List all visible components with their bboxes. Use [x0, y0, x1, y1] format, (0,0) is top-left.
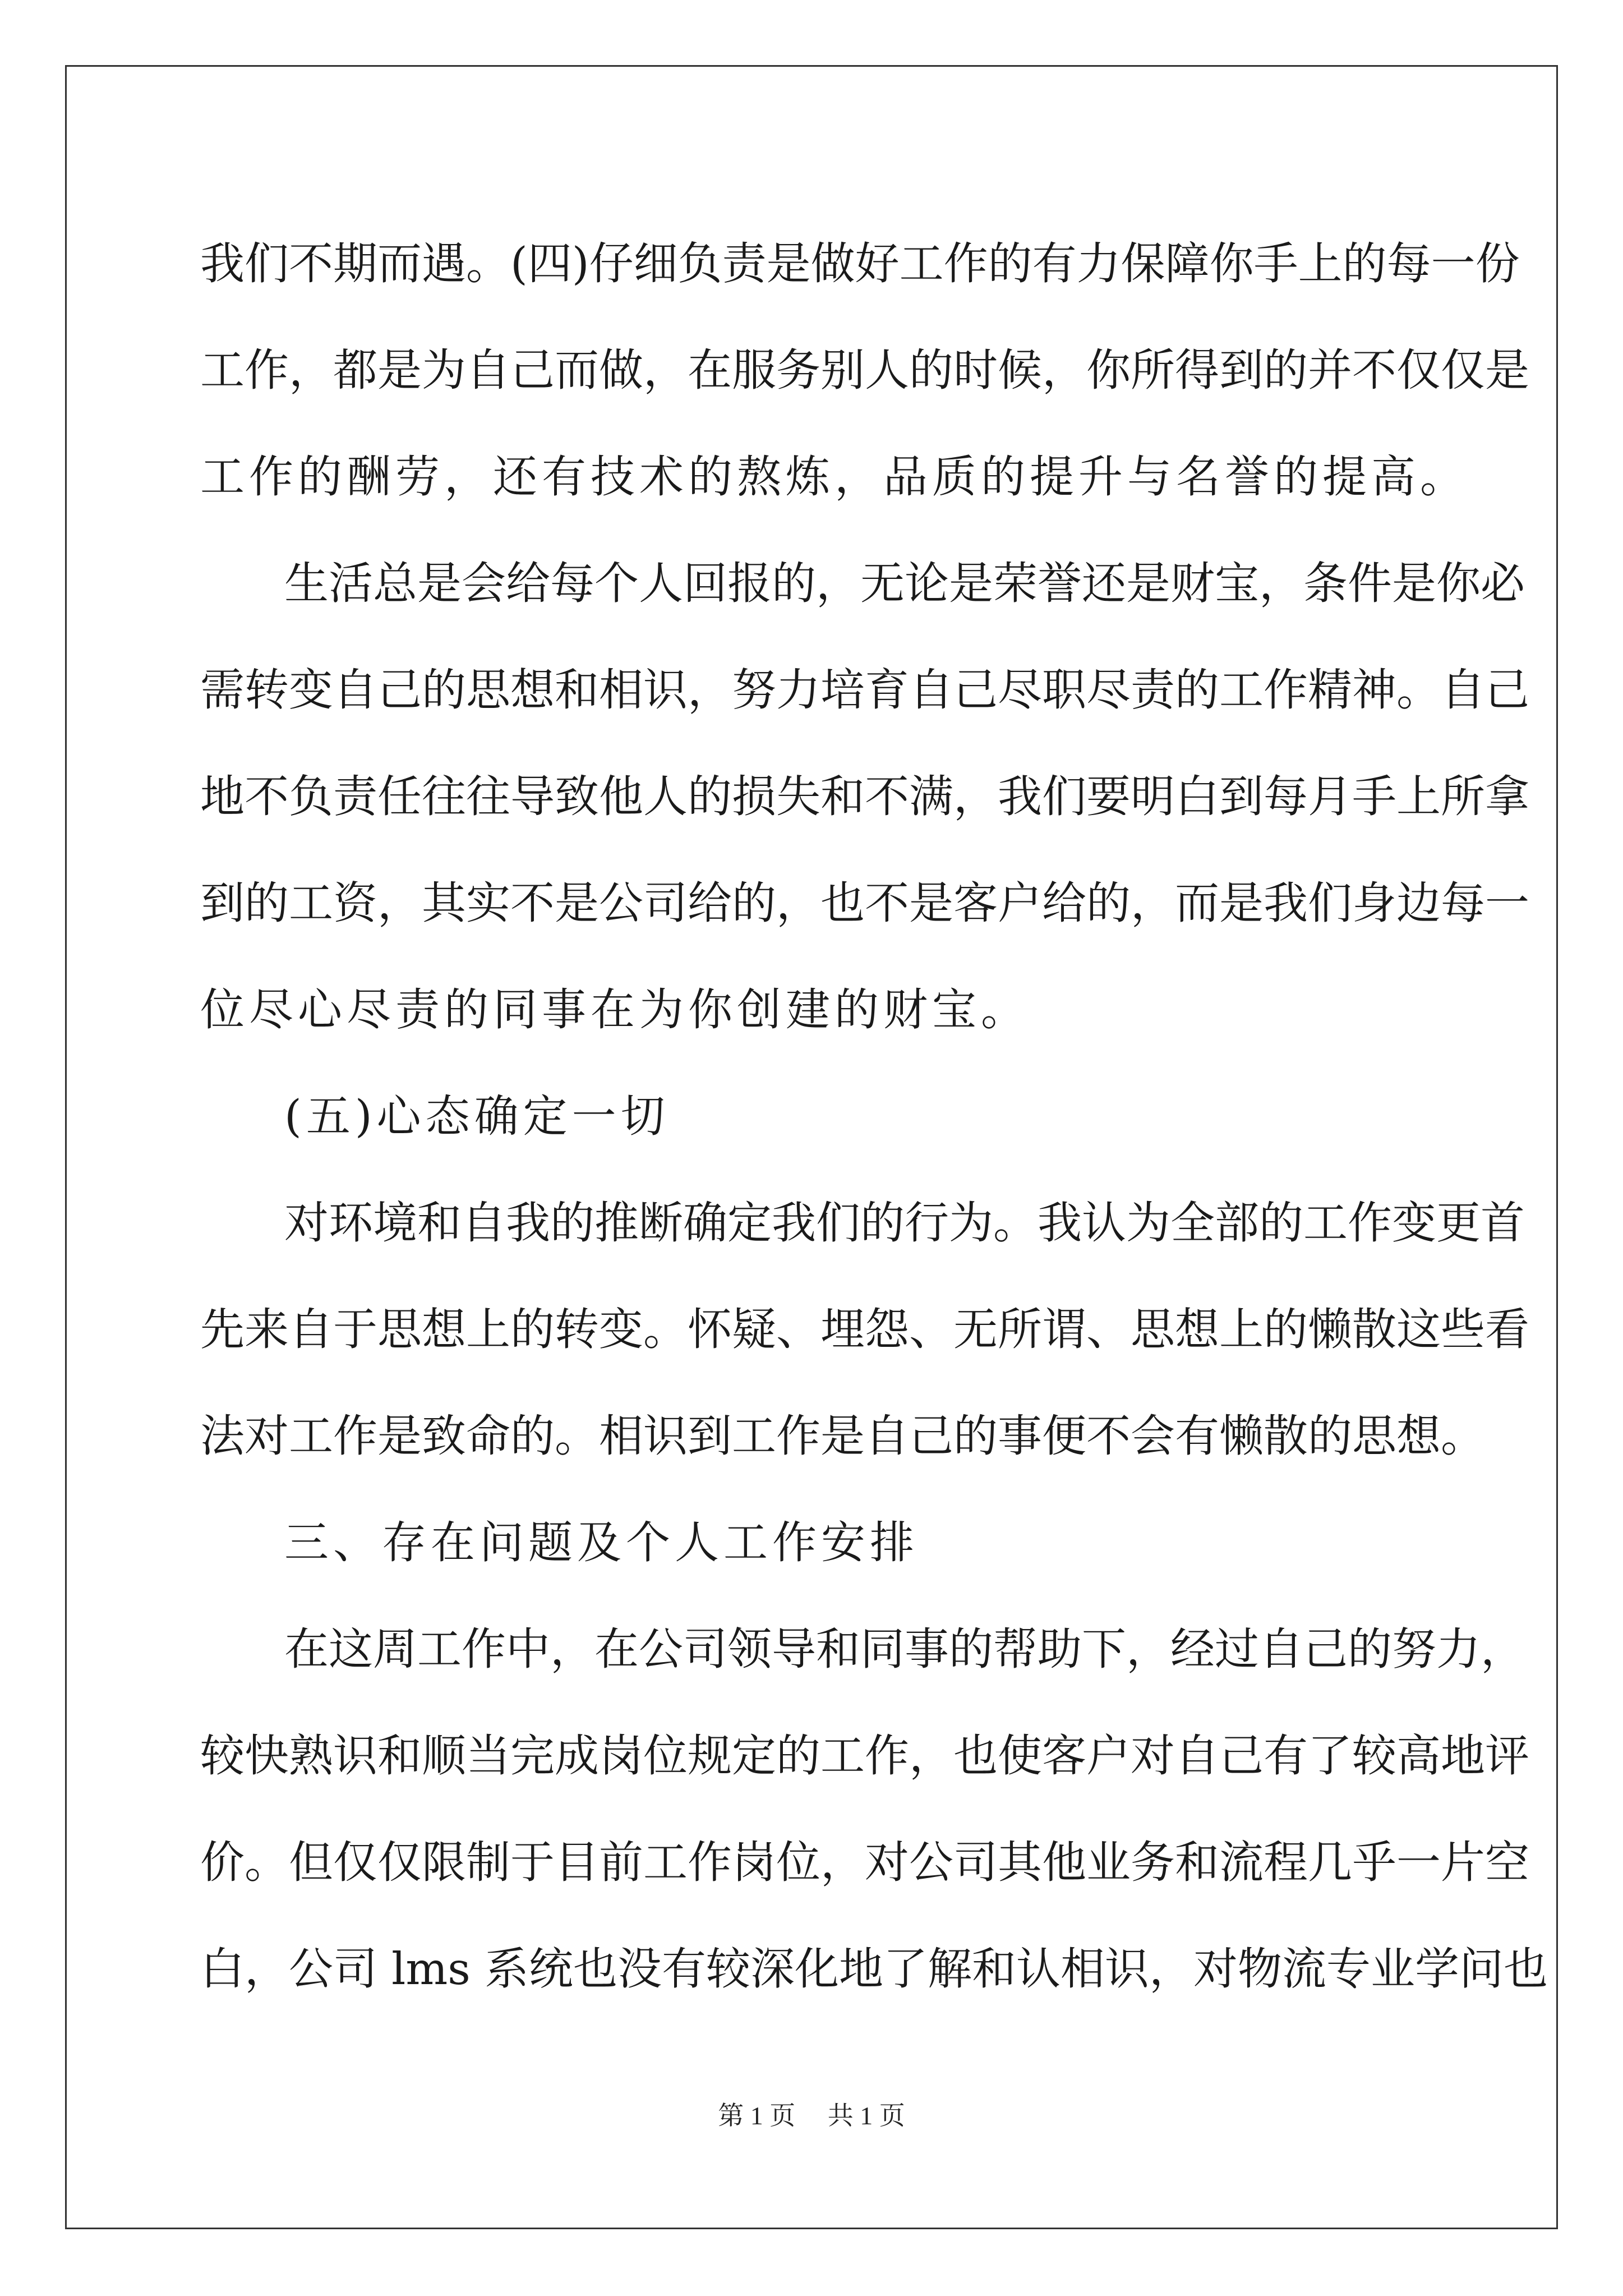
text-line-12: 法对工作是致命的。相识到工作是自己的事便不会有懒散的思想。	[200, 1410, 1485, 1462]
document-body	[200, 210, 1548, 2022]
text-line-11: 先来自于思想上的转变。怀疑、埋怨、无所谓、思想上的懒散这些看	[200, 1304, 1529, 1355]
page-total: 共 1 页	[827, 2101, 905, 2130]
text-line-4: 生活总是会给每个人回报的，无论是荣誉还是财宝，条件是你必	[284, 558, 1525, 609]
text-line-9: (五)心态确定一切	[284, 1091, 670, 1142]
text-line-3: 工作的酬劳，还有技术的熬炼，品质的提升与名誉的提高。	[200, 451, 1469, 503]
text-line-13: 三、存在问题及个人工作安排	[284, 1517, 919, 1568]
text-line-14: 在这周工作中，在公司领导和同事的帮助下，经过自己的努力，	[284, 1623, 1525, 1675]
text-line-8: 位尽心尽责的同事在为你创建的财宝。	[200, 984, 1030, 1036]
text-line-5: 需转变自己的思想和相识，努力培育自己尽职尽责的工作精神。自己	[200, 664, 1529, 716]
text-line-6: 地不负责任往往导致他人的损失和不满，我们要明白到每月手上所拿	[200, 771, 1529, 822]
text-line-15: 较快熟识和顺当完成岗位规定的工作，也使客户对自己有了较高地评	[200, 1730, 1529, 1782]
text-line-2: 工作，都是为自己而做，在服务别人的时候，你所得到的并不仅仅是	[200, 344, 1529, 396]
text-line-1: 我们不期而遇。(四)仔细负责是做好工作的有力保障你手上的每一份	[200, 238, 1520, 289]
page-number: 第 1 页	[718, 2101, 796, 2130]
text-line-16: 价。但仅仅限制于目前工作岗位，对公司其他业务和流程几乎一片空	[200, 1837, 1529, 1888]
page-footer	[0, 2095, 1623, 2132]
text-line-17: 白，公司 lms 系统也没有较深化地了解和认相识，对物流专业学问也	[200, 1943, 1548, 1995]
text-line-7: 到的工资，其实不是公司给的，也不是客户给的，而是我们身边每一	[200, 877, 1529, 929]
text-line-10: 对环境和自我的推断确定我们的行为。我认为全部的工作变更首	[284, 1197, 1525, 1249]
